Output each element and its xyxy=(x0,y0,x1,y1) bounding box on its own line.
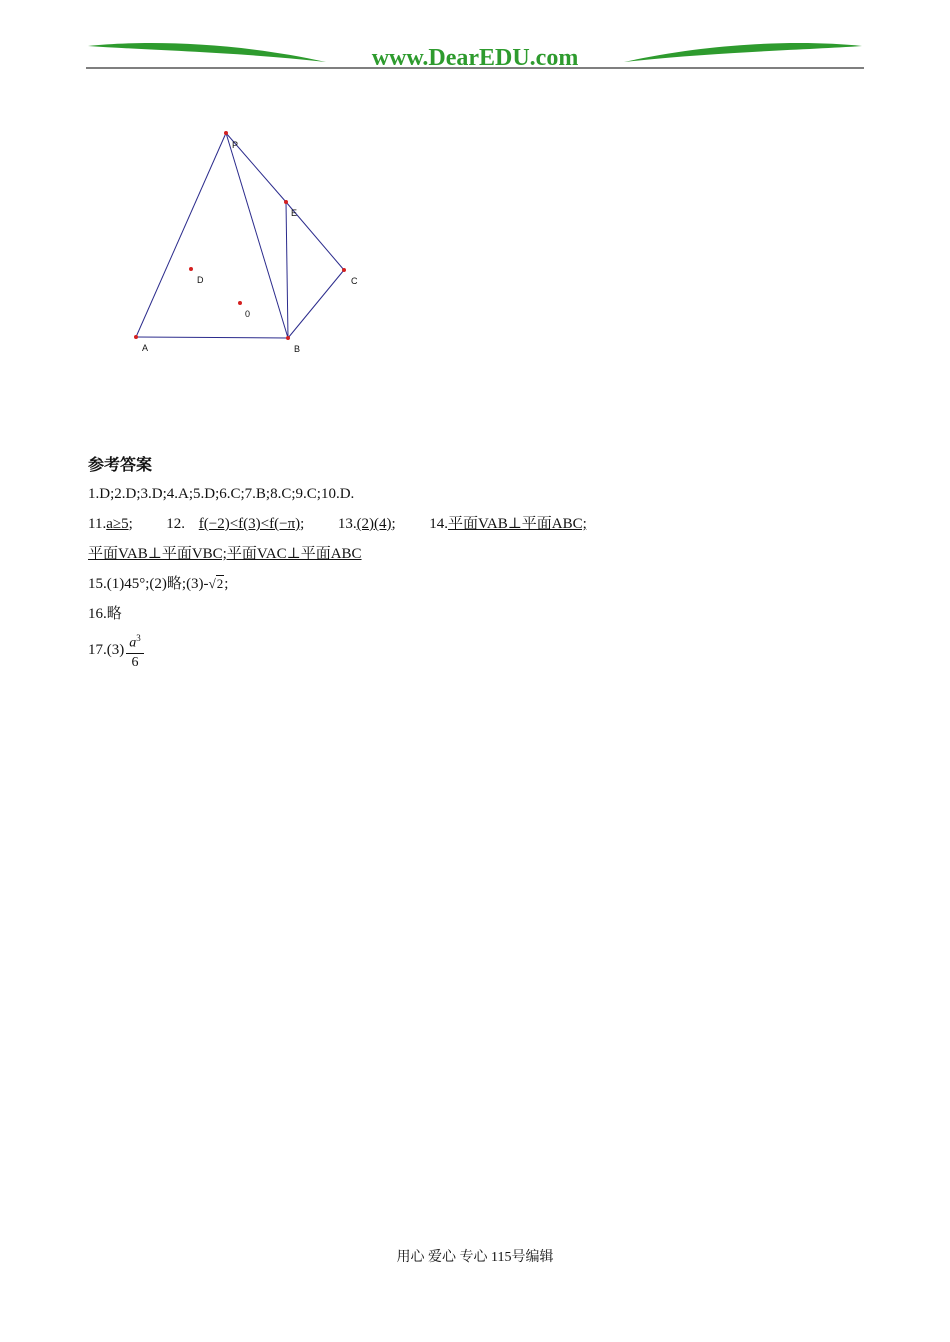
label-B: B xyxy=(294,344,301,354)
edge-BC xyxy=(288,270,344,338)
point-D xyxy=(189,267,193,271)
answer-key xyxy=(88,452,868,672)
q12-number: 12. xyxy=(166,516,186,532)
answer-line-11-14 xyxy=(88,509,868,539)
label-D: D xyxy=(197,275,204,285)
point-C xyxy=(342,268,346,272)
q15-sqrt: √2 xyxy=(208,576,224,591)
label-E: E xyxy=(291,208,298,218)
q13-answer: (2)(4) xyxy=(356,516,392,532)
q11-separator: ; xyxy=(128,516,133,532)
edge-PA xyxy=(136,133,226,337)
q17-prefix: 17.(3) xyxy=(88,642,125,658)
site-header xyxy=(86,38,864,72)
answer-line-14-cont xyxy=(88,539,868,569)
edge-EB xyxy=(286,202,288,338)
answer-line-15 xyxy=(88,569,868,599)
point-B xyxy=(286,336,290,340)
q15-suffix: ; xyxy=(224,576,229,592)
answer-line-17 xyxy=(88,629,868,672)
q15-prefix: 15.(1)45°;(2)略;(3)- xyxy=(88,576,209,592)
label-P: P xyxy=(232,140,239,150)
q11-number: 11. xyxy=(88,516,107,532)
q11-answer: a≥5 xyxy=(106,516,129,532)
left-leaf-decoration xyxy=(88,43,326,62)
answer-key-title: 参考答案 xyxy=(88,455,153,474)
point-A xyxy=(134,335,138,339)
q13-separator: ; xyxy=(391,516,396,532)
answer-line-1-10: 1.D;2.D;3.D;4.A;5.D;6.C;7.B;8.C;9.C;10.D. xyxy=(88,486,355,502)
q17-numerator: a xyxy=(129,635,137,651)
q17-denominator: 6 xyxy=(131,654,139,670)
edge-AB xyxy=(136,337,288,338)
point-E xyxy=(284,200,288,204)
label-A: A xyxy=(142,343,149,353)
q14-number: 14. xyxy=(429,516,448,532)
page-footer: 用心 爱心 专心 115号编辑 xyxy=(396,1250,554,1265)
q15-radicand: 2 xyxy=(216,576,224,591)
label-O: 0 xyxy=(245,309,251,319)
answer-line-16: 16.略 xyxy=(88,606,122,622)
site-logo-text: www.DearEDU.com xyxy=(371,45,579,71)
header-banner xyxy=(86,38,864,72)
q14-answer-part1: 平面VAB⊥平面ABC; xyxy=(447,516,587,532)
pyramid-figure xyxy=(110,120,370,370)
q12-answer: f(−2)<f(3)<f(−π) xyxy=(198,516,301,532)
right-leaf-decoration xyxy=(624,43,862,62)
q13-number: 13. xyxy=(337,516,357,532)
q12-separator: ; xyxy=(300,516,305,532)
point-P xyxy=(224,131,228,135)
point-O xyxy=(238,301,242,305)
edge-PB xyxy=(226,133,288,338)
q17-fraction xyxy=(126,629,144,672)
q17-exponent: 3 xyxy=(136,633,141,644)
q14-answer-part2: 平面VAB⊥平面VBC;平面VAC⊥平面ABC xyxy=(88,546,362,562)
label-C: C xyxy=(351,276,358,286)
